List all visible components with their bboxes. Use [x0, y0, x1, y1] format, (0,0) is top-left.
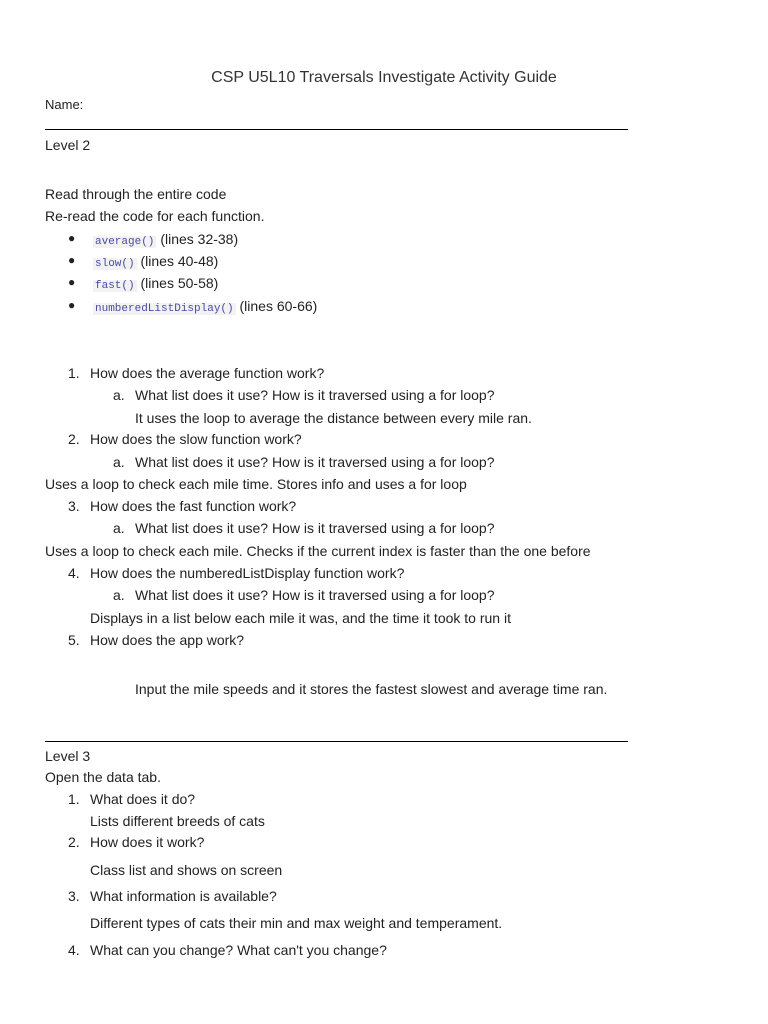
question-number: 5.: [68, 632, 80, 648]
level-2-intro-1: Read through the entire code: [45, 186, 227, 202]
answer-text: Class list and shows on screen: [90, 862, 283, 878]
subquestion-letter: a.: [113, 587, 125, 603]
answer-text: Displays in a list below each mile it was, and the time it took to run it: [90, 610, 511, 626]
subquestion-text: What list does it use? How is it traversed using a for loop?: [135, 587, 495, 603]
question-text: What information is available?: [90, 888, 277, 904]
question-number: 3.: [68, 498, 80, 514]
subquestion-letter: a.: [113, 387, 125, 403]
list-item: [93, 297, 317, 318]
list-item: [93, 274, 218, 295]
function-code: average(): [95, 236, 155, 248]
name-label: Name:: [45, 97, 84, 112]
function-lines: (lines 32-38): [160, 231, 239, 247]
answer-text: Lists different breeds of cats: [90, 813, 265, 829]
question-text: How does the app work?: [90, 632, 245, 648]
bullet-icon: ●: [68, 275, 76, 289]
list-item: [93, 230, 238, 251]
question-text: How does the average function work?: [90, 365, 325, 381]
subquestion-text: What list does it use? How is it traversed using a for loop?: [135, 520, 495, 536]
name-underline: [45, 129, 628, 130]
bullet-icon: ●: [68, 253, 76, 267]
question-text: What does it do?: [90, 791, 196, 807]
subquestion-text: What list does it use? How is it traversed using a for loop?: [135, 387, 495, 403]
bullet-icon: ●: [68, 231, 76, 245]
function-lines: (lines 40-48): [140, 253, 219, 269]
answer-text: It uses the loop to average the distance between every mile ran.: [135, 410, 532, 426]
page-title: CSP U5L10 Traversals Investigate Activity Guide: [211, 69, 557, 86]
level-2-intro-2: Re-read the code for each function.: [45, 208, 265, 224]
question-number: 1.: [68, 365, 80, 381]
function-code: numberedListDisplay(): [95, 303, 234, 315]
level-3-intro: Open the data tab.: [45, 769, 161, 785]
question-text: How does the fast function work?: [90, 498, 297, 514]
bullet-icon: ●: [68, 298, 76, 312]
subquestion-letter: a.: [113, 454, 125, 470]
level-3-heading: Level 3: [45, 748, 91, 764]
question-number: 4.: [68, 565, 80, 581]
question-number: 4.: [68, 942, 80, 958]
question-text: How does it work?: [90, 834, 205, 850]
answer-text: Uses a loop to check each mile time. Stores info and uses a for loop: [45, 476, 467, 492]
function-lines: (lines 60-66): [239, 298, 318, 314]
function-code: fast(): [95, 280, 135, 292]
list-item: [93, 252, 218, 273]
function-code: slow(): [95, 258, 135, 270]
subquestion-text: What list does it use? How is it traversed using a for loop?: [135, 454, 495, 470]
section-divider: [45, 741, 628, 742]
question-number: 2.: [68, 834, 80, 850]
question-text: How does the numberedListDisplay function work?: [90, 565, 405, 581]
answer-text: Uses a loop to check each mile. Checks if the current index is faster than the one before: [45, 543, 591, 559]
question-text: How does the slow function work?: [90, 431, 302, 447]
level-2-heading: Level 2: [45, 137, 91, 153]
question-number: 1.: [68, 791, 80, 807]
question-number: 2.: [68, 431, 80, 447]
question-text: What can you change? What can't you change?: [90, 942, 387, 958]
function-lines: (lines 50-58): [140, 275, 219, 291]
answer-text: Input the mile speeds and it stores the fastest slowest and average time ran.: [135, 681, 608, 697]
answer-text: Different types of cats their min and max weight and temperament.: [90, 915, 503, 931]
question-number: 3.: [68, 888, 80, 904]
subquestion-letter: a.: [113, 520, 125, 536]
